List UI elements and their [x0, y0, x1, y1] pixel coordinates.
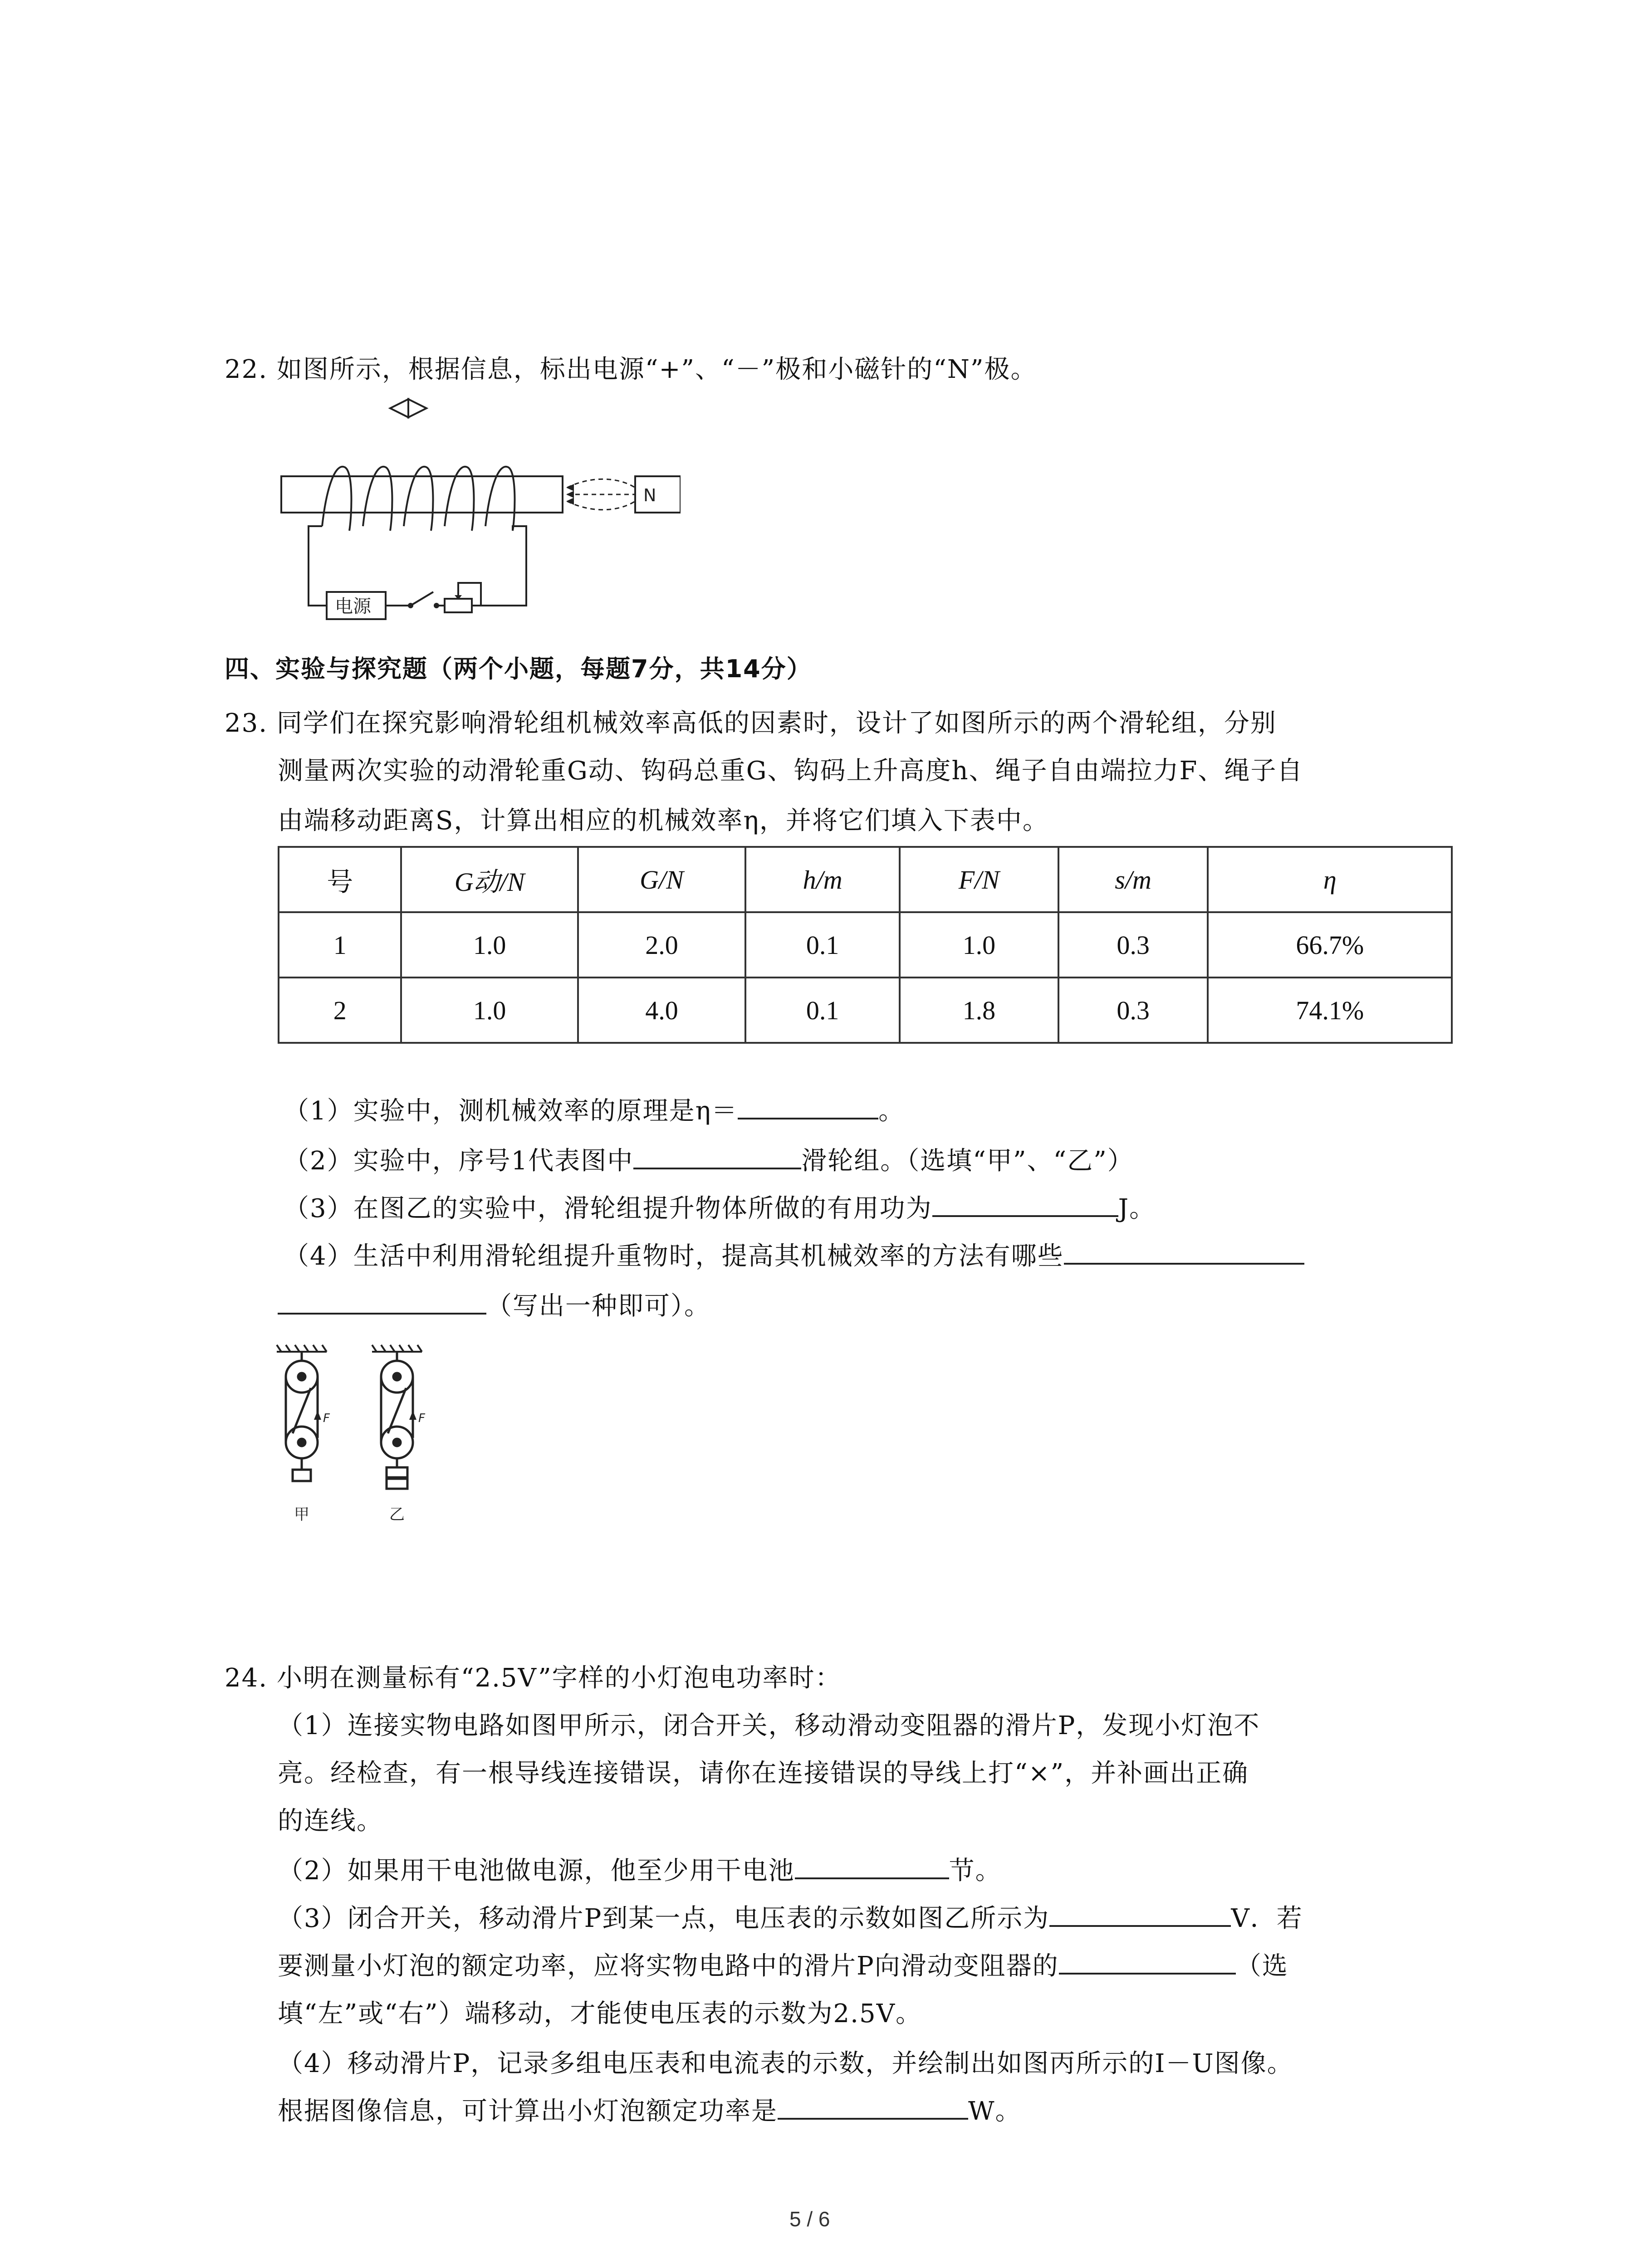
answer-blank[interactable]: [633, 1139, 801, 1169]
q22-text: 22. 如图所示，根据信息，标出电源“+”、“－”极和小磁针的“N”极。: [225, 355, 1037, 384]
table-cell: 0.3: [1058, 978, 1208, 1043]
q23-sub2: （2）实验中，序号1代表图中 滑轮组。（选填“甲”、“乙”）: [284, 1139, 1134, 1184]
q24-line1: 24. 小明在测量标有“2.5V”字样的小灯泡电功率时：: [225, 1663, 842, 1693]
q24-sub3-line3: 填“左”或“右”）端移动，才能使电压表的示数为2.5V。: [278, 1999, 922, 2028]
iron-core: [281, 476, 563, 513]
table-row: [279, 978, 1452, 1043]
q24-sub3-line2: 要测量小灯泡的额定功率，应将实物电路中的滑片P向滑动变阻器的 （选: [278, 1944, 1288, 1989]
q24-sub1-line1: （1）连接实物电路如图甲所示，闭合开关，移动滑动变阻器的滑片P，发现小灯泡不: [278, 1711, 1260, 1740]
answer-blank[interactable]: [1064, 1234, 1304, 1265]
bar-magnet: [635, 476, 681, 513]
table-cell: 4.0: [578, 978, 745, 1043]
section-heading: 四、实验与探究题（两个小题，每题7分，共14分）: [225, 655, 812, 683]
table-header-row: [279, 847, 1452, 912]
q24-sub4-line2: 根据图像信息，可计算出小灯泡额定功率是 W。: [278, 2089, 1022, 2134]
table-header-cell: s/m: [1058, 847, 1208, 912]
q22-solenoid-figure: [272, 390, 681, 626]
answer-blank[interactable]: [932, 1186, 1118, 1217]
table-cell: 74.1%: [1208, 978, 1452, 1043]
q23-sub4-line2: （写出一种即可）。: [278, 1284, 710, 1329]
force-label: F: [418, 1412, 425, 1425]
power-label: 电源: [335, 596, 371, 617]
q24-sub4-line1: （4）移动滑片P，记录多组电压表和电流表的示数，并绘制出如图丙所示的I－U图像。: [278, 2049, 1293, 2078]
q23-line1: 23. 同学们在探究影响滑轮组机械效率高低的因素时，设计了如图所示的两个滑轮组，分别: [225, 709, 1277, 738]
table-header-cell: η: [1208, 847, 1452, 912]
table-cell: 1.0: [900, 912, 1058, 978]
q23-sub4-line1: （4）生活中利用滑轮组提升重物时，提高其机械效率的方法有哪些: [284, 1234, 1304, 1279]
answer-blank[interactable]: [1049, 1896, 1231, 1927]
q23-line2: 测量两次实验的动滑轮重G动、钩码总重G、钩码上升高度h、绳子自由端拉力F、绳子自: [278, 756, 1303, 786]
answer-blank[interactable]: [795, 1848, 949, 1879]
table-cell: 0.1: [745, 978, 900, 1043]
answer-blank[interactable]: [1059, 1944, 1236, 1975]
table-cell: 1.0: [401, 978, 578, 1043]
table-cell: 1.8: [900, 978, 1058, 1043]
table-cell: 1: [279, 912, 401, 978]
page-number: 5 / 6: [789, 2207, 830, 2231]
answer-blank[interactable]: [738, 1089, 878, 1119]
table-cell: 0.1: [745, 912, 900, 978]
pulley-system-b: [381, 1352, 413, 1489]
field-lines: [567, 479, 635, 510]
table-header-cell: 号: [279, 847, 401, 912]
pulley-system-a: [286, 1352, 318, 1481]
force-label: F: [323, 1412, 330, 1425]
table-cell: 2.0: [578, 912, 745, 978]
q23-pulley-figure: [272, 1343, 445, 1533]
table-cell: 1.0: [401, 912, 578, 978]
answer-blank[interactable]: [778, 2089, 968, 2120]
table-cell: 0.3: [1058, 912, 1208, 978]
table-header-cell: G动/N: [401, 847, 578, 912]
compass-needle-icon: [390, 399, 426, 417]
q23-sub3: （3）在图乙的实验中，滑轮组提升物体所做的有用功为 J。: [284, 1186, 1156, 1232]
q24-sub1-line2: 亮。经检查，有一根导线连接错误，请你在连接错误的导线上打“×”，并补画出正确: [278, 1759, 1249, 1788]
q24-sub1-line3: 的连线。: [278, 1806, 383, 1836]
ceiling: [277, 1345, 422, 1352]
table-row: [279, 912, 1452, 978]
q24-sub3-line1: （3）闭合开关，移动滑片P到某一点，电压表的示数如图乙所示为 V．若: [278, 1896, 1303, 1941]
table-header-cell: F/N: [900, 847, 1058, 912]
magnet-label: N: [643, 485, 656, 505]
table-header-cell: G/N: [578, 847, 745, 912]
switch: [411, 592, 433, 606]
q23-data-table: [278, 846, 1453, 1044]
figure-label-b: 乙: [389, 1505, 405, 1524]
table-cell: 66.7%: [1208, 912, 1452, 978]
q24-sub2: （2）如果用干电池做电源，他至少用干电池 节。: [278, 1848, 1002, 1894]
answer-blank[interactable]: [278, 1284, 486, 1315]
q23-line3: 由端移动距离S，计算出相应的机械效率η，并将它们填入下表中。: [278, 806, 1049, 836]
rheostat: [445, 599, 472, 612]
figure-label-a: 甲: [294, 1505, 309, 1524]
table-header-cell: h/m: [745, 847, 900, 912]
q23-sub1: （1）实验中，测机械效率的原理是η＝ 。: [284, 1089, 905, 1134]
table-cell: 2: [279, 978, 401, 1043]
